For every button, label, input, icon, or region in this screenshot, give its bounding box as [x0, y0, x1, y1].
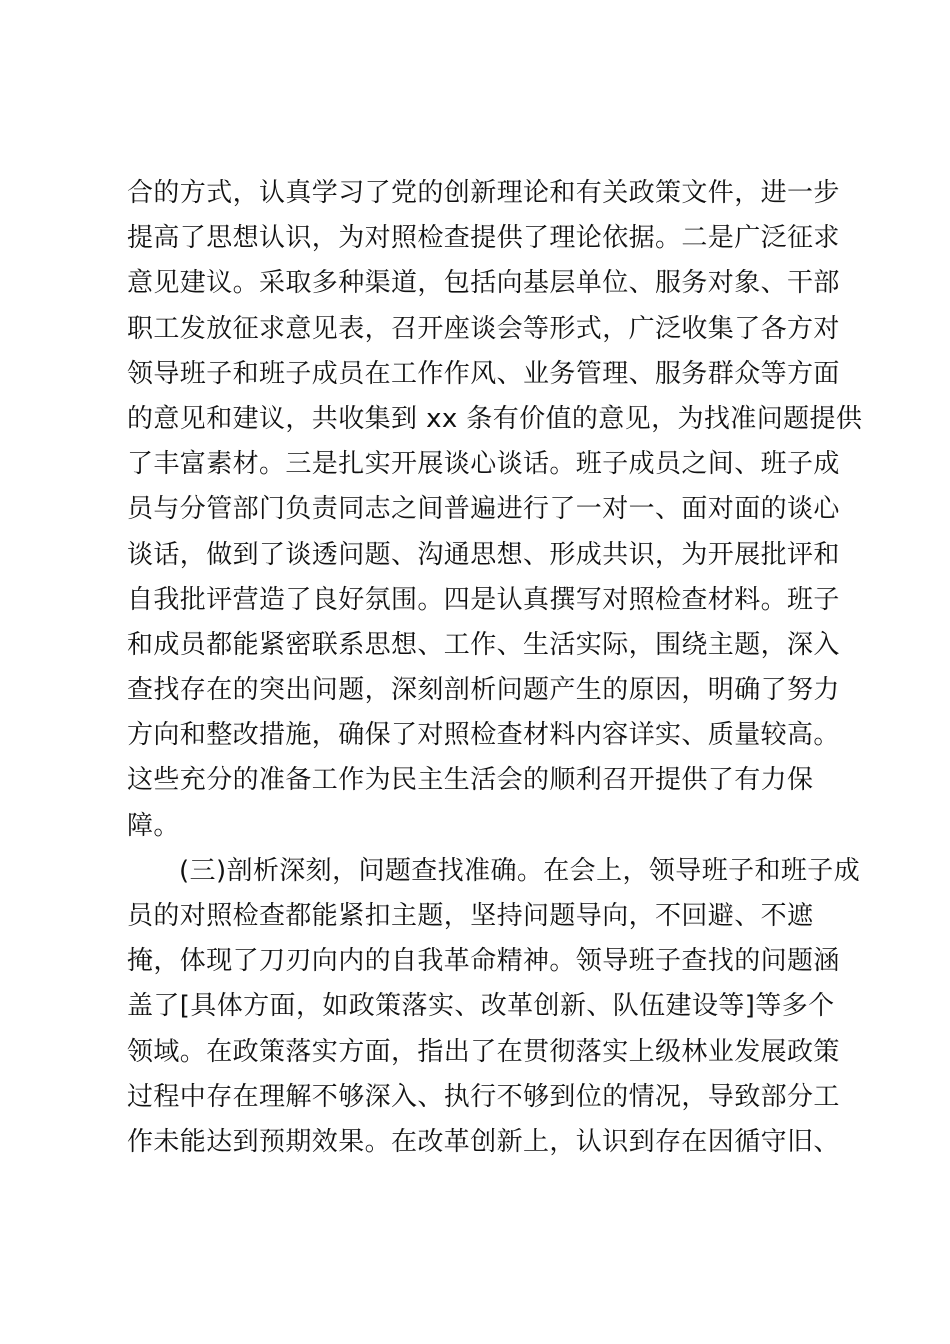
- text-line: 意见建议。采取多种渠道，包括向基层单位、服务对象、干部: [127, 268, 840, 299]
- text-line: 了丰富素材。三是扎实开展谈心谈话。班子成员之间、班子成: [127, 449, 840, 480]
- text-line: 合的方式，认真学习了党的创新理论和有关政策文件，进一步: [127, 178, 840, 208]
- paragraph-start-line: (三)剖析深刻，问题查找准确。在会上，领导班子和班子成: [179, 855, 861, 886]
- text-line: 方向和整改措施，确保了对照检查材料内容详实、质量较高。: [127, 720, 840, 751]
- text-line: 的意见和建议，共收集到 xx 条有价值的意见，为找准问题提供: [127, 403, 863, 434]
- text-line: 这些充分的准备工作为民主生活会的顺利召开提供了有力保: [127, 765, 814, 796]
- text-line: 掩，体现了刀刃向内的自我革命精神。领导班子查找的问题涵: [127, 946, 840, 977]
- text-line: 盖了[具体方面，如政策落实、改革创新、队伍建设等]等多个: [127, 991, 835, 1022]
- text-line: 员的对照检查都能紧扣主题，坚持问题导向，不回避、不遮: [127, 901, 814, 931]
- text-line: 过程中存在理解不够深入、执行不够到位的情况，导致部分工: [127, 1081, 840, 1112]
- text-line: 障。: [127, 810, 180, 841]
- text-line: 职工发放征求意见表，召开座谈会等形式，广泛收集了各方对: [127, 313, 840, 344]
- text-line: 员与分管部门负责同志之间普遍进行了一对一、面对面的谈心: [127, 494, 840, 525]
- text-line: 和成员都能紧密联系思想、工作、生活实际，围绕主题，深入: [127, 629, 840, 660]
- text-line: 查找存在的突出问题，深刻剖析问题产生的原因，明确了努力: [127, 675, 840, 706]
- text-line: 领导班子和班子成员在工作作风、业务管理、服务群众等方面: [127, 358, 840, 389]
- text-line: 提高了思想认识，为对照检查提供了理论依据。二是广泛征求: [127, 223, 840, 254]
- text-line: 谈话，做到了谈透问题、沟通思想、形成共识，为开展批评和: [127, 539, 840, 570]
- text-line: 作未能达到预期效果。在改革创新上，认识到存在因循守旧、: [127, 1126, 840, 1157]
- text-line: 自我批评营造了良好氛围。四是认真撰写对照检查材料。班子: [127, 584, 840, 615]
- body-text: [127, 171, 863, 1165]
- text-line: 领域。在政策落实方面，指出了在贯彻落实上级林业发展政策: [127, 1036, 840, 1067]
